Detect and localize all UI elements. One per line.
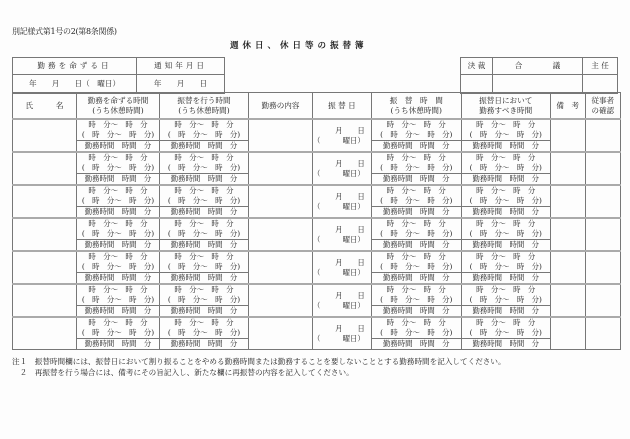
swap-day-field[interactable] bbox=[313, 152, 372, 185]
transfer-break-range[interactable]: ( 時 分～ 時 分) bbox=[371, 229, 461, 240]
ordered-break-range[interactable]: ( 時 分～ 時 分) bbox=[77, 196, 160, 207]
header-work-content: 勤務の内容 bbox=[249, 93, 313, 120]
order-date-table bbox=[12, 57, 225, 94]
name-field[interactable] bbox=[13, 317, 77, 350]
approval-chief-label: 主 任 bbox=[583, 58, 618, 75]
table-row bbox=[13, 152, 621, 163]
swap-time-range[interactable]: 時 分～ 時 分 bbox=[160, 119, 249, 130]
name-field[interactable] bbox=[13, 218, 77, 251]
due-time-range[interactable]: 時 分～ 時 分 bbox=[461, 284, 550, 295]
remarks-field[interactable] bbox=[550, 185, 585, 218]
confirm-field[interactable] bbox=[585, 218, 620, 251]
ordered-total[interactable]: 勤務時間 時間 分 bbox=[77, 339, 160, 350]
transfer-time-range[interactable]: 時 分～ 時 分 bbox=[371, 218, 461, 229]
header-confirm-line2: の確認 bbox=[591, 105, 615, 115]
ordered-break-range[interactable]: ( 時 分～ 時 分) bbox=[77, 229, 160, 240]
due-total[interactable]: 勤務時間 時間 分 bbox=[461, 174, 550, 186]
ordered-total[interactable]: 勤務時間 時間 分 bbox=[77, 240, 160, 252]
remarks-field[interactable] bbox=[550, 218, 585, 251]
ordered-break-range[interactable]: ( 時 分～ 時 分) bbox=[77, 328, 160, 339]
due-break-range[interactable]: ( 時 分～ 時 分) bbox=[461, 328, 550, 339]
swap-total[interactable]: 勤務時間 時間 分 bbox=[160, 273, 249, 285]
header-transfer-time bbox=[371, 93, 461, 120]
swap-total[interactable]: 勤務時間 時間 分 bbox=[160, 339, 249, 350]
table-row bbox=[13, 119, 621, 130]
swap-total[interactable]: 勤務時間 時間 分 bbox=[160, 141, 249, 153]
notice-date-label: 通知年月日 bbox=[137, 58, 225, 75]
header-swap-time-line2: (うち休憩時間) bbox=[178, 105, 230, 115]
name-field[interactable] bbox=[13, 284, 77, 317]
swap-day-weekday: （ 曜日） bbox=[313, 135, 365, 145]
due-time-range[interactable]: 時 分～ 時 分 bbox=[461, 152, 550, 163]
ordered-time-range[interactable]: 時 分～ 時 分 bbox=[77, 152, 160, 163]
header-due-time-line2: 勤務すべき時間 bbox=[479, 105, 533, 115]
ordered-break-range[interactable]: ( 時 分～ 時 分) bbox=[77, 130, 160, 141]
transfer-break-range[interactable]: ( 時 分～ 時 分) bbox=[371, 196, 461, 207]
approval-table bbox=[460, 57, 618, 94]
swap-day-weekday: （ 曜日） bbox=[313, 267, 365, 277]
remarks-field[interactable] bbox=[550, 119, 585, 152]
table-row bbox=[13, 218, 621, 229]
swap-total[interactable]: 勤務時間 時間 分 bbox=[160, 306, 249, 318]
due-break-range[interactable]: ( 時 分～ 時 分) bbox=[461, 196, 550, 207]
due-total[interactable]: 勤務時間 時間 分 bbox=[461, 207, 550, 219]
swap-day-weekday: （ 曜日） bbox=[313, 300, 365, 310]
due-total[interactable]: 勤務時間 時間 分 bbox=[461, 339, 550, 350]
due-break-range[interactable]: ( 時 分～ 時 分) bbox=[461, 295, 550, 306]
table-row bbox=[13, 317, 621, 328]
swap-day-field[interactable] bbox=[313, 218, 372, 251]
approval-chief-stamp[interactable] bbox=[583, 75, 618, 94]
due-total[interactable]: 勤務時間 時間 分 bbox=[461, 240, 550, 252]
note-2: ２ 再振替を行う場合には、備考にその旨記入し、新たな欄に再振替の内容を記入してください。 bbox=[12, 368, 354, 377]
header-swap-time-line1: 振替を行う時間 bbox=[177, 95, 231, 105]
remarks-field[interactable] bbox=[550, 152, 585, 185]
ordered-time-range[interactable]: 時 分～ 時 分 bbox=[77, 218, 160, 229]
confirm-field[interactable] bbox=[585, 284, 620, 317]
work-content-field[interactable] bbox=[249, 185, 313, 218]
header-confirm-line1: 従事者 bbox=[591, 95, 615, 105]
header-remarks: 備 考 bbox=[550, 93, 585, 120]
due-time-range[interactable]: 時 分～ 時 分 bbox=[461, 119, 550, 130]
table-row bbox=[13, 251, 621, 262]
header-due-time bbox=[461, 93, 550, 120]
ordered-break-range[interactable]: ( 時 分～ 時 分) bbox=[77, 262, 160, 273]
swap-break-range[interactable]: ( 時 分～ 時 分) bbox=[160, 229, 249, 240]
approval-consult-stamp[interactable] bbox=[493, 75, 583, 94]
due-break-range[interactable]: ( 時 分～ 時 分) bbox=[461, 229, 550, 240]
due-time-range[interactable]: 時 分～ 時 分 bbox=[461, 218, 550, 229]
swap-day-field[interactable] bbox=[313, 284, 372, 317]
approval-decision-stamp[interactable] bbox=[461, 75, 493, 94]
swap-day-weekday: （ 曜日） bbox=[313, 234, 365, 244]
name-field[interactable] bbox=[13, 251, 77, 284]
ordered-total[interactable]: 勤務時間 時間 分 bbox=[77, 141, 160, 153]
ordered-time-range[interactable]: 時 分～ 時 分 bbox=[77, 251, 160, 262]
note-1: 注１ 振替時間欄には、振替日において割り振ることをやめる勤務時間または勤務することを要しないこととする勤務時間を記入してください。 bbox=[12, 357, 506, 366]
swap-time-range[interactable]: 時 分～ 時 分 bbox=[160, 218, 249, 229]
work-content-field[interactable] bbox=[249, 284, 313, 317]
transfer-total[interactable]: 勤務時間 時間 分 bbox=[371, 306, 461, 318]
confirm-field[interactable] bbox=[585, 152, 620, 185]
swap-day-field[interactable] bbox=[313, 317, 372, 350]
confirm-field[interactable] bbox=[585, 119, 620, 152]
header-ordered-time-line1: 勤務を命ずる時間 bbox=[87, 95, 149, 105]
work-content-field[interactable] bbox=[249, 218, 313, 251]
transfer-break-range[interactable]: ( 時 分～ 時 分) bbox=[371, 328, 461, 339]
due-total[interactable]: 勤務時間 時間 分 bbox=[461, 141, 550, 153]
ordered-time-range[interactable]: 時 分～ 時 分 bbox=[77, 119, 160, 130]
swap-day-month-day: 月 日 bbox=[335, 191, 365, 201]
transfer-break-range[interactable]: ( 時 分～ 時 分) bbox=[371, 130, 461, 141]
ordered-break-range[interactable]: ( 時 分～ 時 分) bbox=[77, 163, 160, 174]
swap-day-month-day: 月 日 bbox=[335, 158, 365, 168]
due-total[interactable]: 勤務時間 時間 分 bbox=[461, 306, 550, 318]
swap-break-range[interactable]: ( 時 分～ 時 分) bbox=[160, 163, 249, 174]
ordered-time-range[interactable]: 時 分～ 時 分 bbox=[77, 284, 160, 295]
swap-total[interactable]: 勤務時間 時間 分 bbox=[160, 207, 249, 219]
swap-break-range[interactable]: ( 時 分～ 時 分) bbox=[160, 262, 249, 273]
swap-break-range[interactable]: ( 時 分～ 時 分) bbox=[160, 130, 249, 141]
swap-register-table bbox=[12, 92, 621, 350]
ordered-time-range[interactable]: 時 分～ 時 分 bbox=[77, 185, 160, 196]
ordered-break-range[interactable]: ( 時 分～ 時 分) bbox=[77, 295, 160, 306]
name-field[interactable] bbox=[13, 185, 77, 218]
header-ordered-time-line2: (うち休憩時間) bbox=[92, 105, 144, 115]
ordered-time-range[interactable]: 時 分～ 時 分 bbox=[77, 317, 160, 328]
header-row bbox=[13, 93, 621, 120]
swap-day-month-day: 月 日 bbox=[335, 224, 365, 234]
due-break-range[interactable]: ( 時 分～ 時 分) bbox=[461, 130, 550, 141]
confirm-field[interactable] bbox=[585, 317, 620, 350]
header-swap-time bbox=[160, 93, 249, 120]
confirm-field[interactable] bbox=[585, 185, 620, 218]
due-time-range[interactable]: 時 分～ 時 分 bbox=[461, 251, 550, 262]
notice-date-field[interactable]: 年 月 日 bbox=[137, 75, 225, 94]
due-time-range[interactable]: 時 分～ 時 分 bbox=[461, 317, 550, 328]
remarks-field[interactable] bbox=[550, 317, 585, 350]
name-field[interactable] bbox=[13, 119, 77, 152]
header-transfer-time-line1: 振 替 時 間 bbox=[389, 95, 443, 105]
ordered-total[interactable]: 勤務時間 時間 分 bbox=[77, 273, 160, 285]
transfer-total[interactable]: 勤務時間 時間 分 bbox=[371, 174, 461, 186]
transfer-time-range[interactable]: 時 分～ 時 分 bbox=[371, 119, 461, 130]
transfer-break-range[interactable]: ( 時 分～ 時 分) bbox=[371, 262, 461, 273]
form-id: 別記様式第1号の2(第8条関係) bbox=[12, 27, 117, 36]
swap-day-field[interactable] bbox=[313, 119, 372, 152]
transfer-break-range[interactable]: ( 時 分～ 時 分) bbox=[371, 163, 461, 174]
ordered-total[interactable]: 勤務時間 時間 分 bbox=[77, 306, 160, 318]
name-field[interactable] bbox=[13, 152, 77, 185]
approval-decision-label: 決 裁 bbox=[461, 58, 493, 75]
transfer-time-range[interactable]: 時 分～ 時 分 bbox=[371, 317, 461, 328]
transfer-break-range[interactable]: ( 時 分～ 時 分) bbox=[371, 295, 461, 306]
transfer-time-range[interactable]: 時 分～ 時 分 bbox=[371, 152, 461, 163]
swap-day-field[interactable] bbox=[313, 251, 372, 284]
swap-time-range[interactable]: 時 分～ 時 分 bbox=[160, 185, 249, 196]
due-time-range[interactable]: 時 分～ 時 分 bbox=[461, 185, 550, 196]
due-break-range[interactable]: ( 時 分～ 時 分) bbox=[461, 163, 550, 174]
table-row bbox=[13, 185, 621, 196]
transfer-time-range[interactable]: 時 分～ 時 分 bbox=[371, 284, 461, 295]
swap-day-month-day: 月 日 bbox=[335, 290, 365, 300]
header-ordered-time bbox=[77, 93, 160, 120]
remarks-field[interactable] bbox=[550, 251, 585, 284]
transfer-total[interactable]: 勤務時間 時間 分 bbox=[371, 141, 461, 153]
swap-day-month-day: 月 日 bbox=[335, 323, 365, 333]
header-swap-day: 振 替 日 bbox=[313, 93, 372, 120]
swap-day-weekday: （ 曜日） bbox=[313, 168, 365, 178]
order-date-label: 勤務を命ずる日 bbox=[13, 58, 137, 75]
ordered-total[interactable]: 勤務時間 時間 分 bbox=[77, 207, 160, 219]
page-title: 週休日、休日等の振替簿 bbox=[230, 41, 368, 51]
ordered-total[interactable]: 勤務時間 時間 分 bbox=[77, 174, 160, 186]
swap-break-range[interactable]: ( 時 分～ 時 分) bbox=[160, 295, 249, 306]
swap-day-field[interactable] bbox=[313, 185, 372, 218]
header-name: 氏 名 bbox=[13, 93, 77, 120]
swap-day-weekday: （ 曜日） bbox=[313, 333, 365, 343]
work-content-field[interactable] bbox=[249, 317, 313, 350]
confirm-field[interactable] bbox=[585, 251, 620, 284]
transfer-total[interactable]: 勤務時間 時間 分 bbox=[371, 339, 461, 350]
table-row bbox=[13, 284, 621, 295]
transfer-time-range[interactable]: 時 分～ 時 分 bbox=[371, 185, 461, 196]
swap-time-range[interactable]: 時 分～ 時 分 bbox=[160, 317, 249, 328]
swap-break-range[interactable]: ( 時 分～ 時 分) bbox=[160, 196, 249, 207]
work-content-field[interactable] bbox=[249, 119, 313, 152]
transfer-time-range[interactable]: 時 分～ 時 分 bbox=[371, 251, 461, 262]
swap-day-month-day: 月 日 bbox=[335, 257, 365, 267]
swap-time-range[interactable]: 時 分～ 時 分 bbox=[160, 284, 249, 295]
swap-break-range[interactable]: ( 時 分～ 時 分) bbox=[160, 328, 249, 339]
swap-time-range[interactable]: 時 分～ 時 分 bbox=[160, 152, 249, 163]
work-content-field[interactable] bbox=[249, 251, 313, 284]
header-confirm bbox=[585, 93, 620, 120]
due-total[interactable]: 勤務時間 時間 分 bbox=[461, 273, 550, 285]
swap-day-weekday: （ 曜日） bbox=[313, 201, 365, 211]
transfer-total[interactable]: 勤務時間 時間 分 bbox=[371, 273, 461, 285]
swap-day-month-day: 月 日 bbox=[335, 125, 365, 135]
swap-time-range[interactable]: 時 分～ 時 分 bbox=[160, 251, 249, 262]
approval-consult-label: 合 議 bbox=[493, 58, 583, 75]
transfer-total[interactable]: 勤務時間 時間 分 bbox=[371, 207, 461, 219]
swap-total[interactable]: 勤務時間 時間 分 bbox=[160, 240, 249, 252]
order-date-field[interactable]: 年 月 日（ 曜日） bbox=[13, 75, 137, 94]
header-due-time-line1: 振替日において bbox=[479, 95, 533, 105]
remarks-field[interactable] bbox=[550, 284, 585, 317]
due-break-range[interactable]: ( 時 分～ 時 分) bbox=[461, 262, 550, 273]
notes bbox=[12, 356, 506, 378]
swap-total[interactable]: 勤務時間 時間 分 bbox=[160, 174, 249, 186]
header-transfer-time-line2: (うち休憩時間) bbox=[390, 105, 442, 115]
work-content-field[interactable] bbox=[249, 152, 313, 185]
transfer-total[interactable]: 勤務時間 時間 分 bbox=[371, 240, 461, 252]
